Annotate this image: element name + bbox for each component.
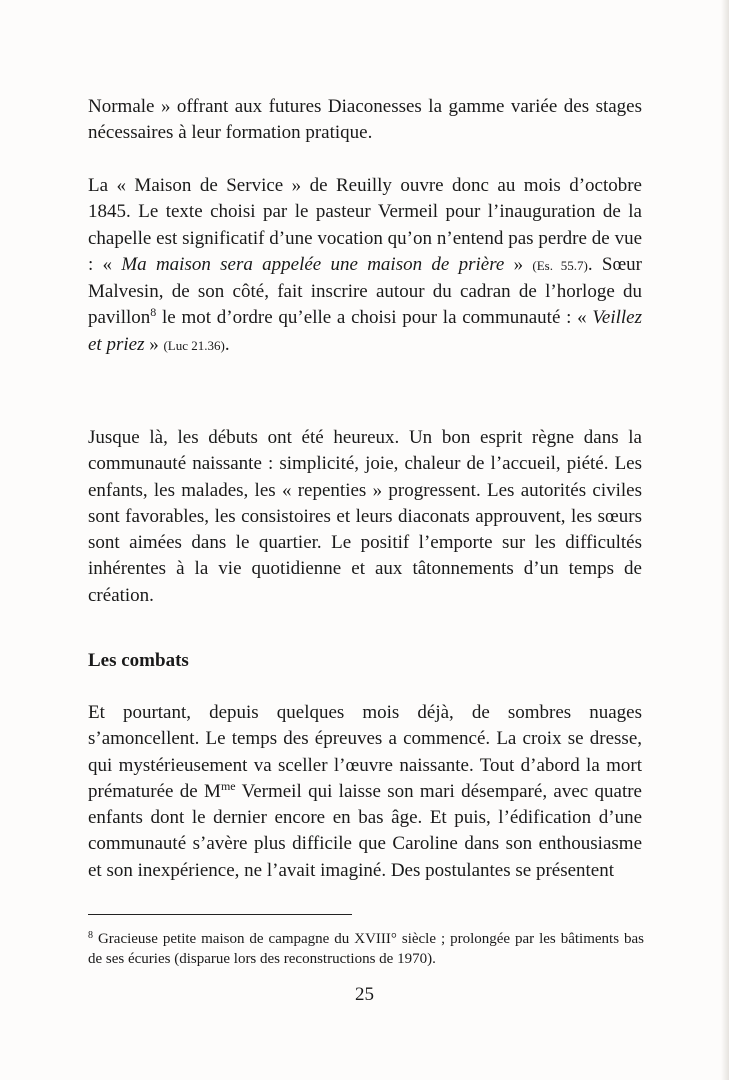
p2-text-5: » [144,333,164,355]
p2-reference-2: (Luc 21.36) [163,337,225,353]
paragraph-4-text [88,700,642,884]
footnote-number: 8 [88,930,93,941]
p2-text-2: » [504,253,533,275]
paragraph-2-text [88,173,642,359]
p2-quote-2: Veillez et priez [88,307,642,355]
p2-text-1: La « Maison de Service » de Reuilly ouvre donc au mois d’octobre 1845. Le texte choisi par le pasteur Vermeil pour l’inauguration de la chapelle est significatif d’une vocation qu’on n’entend pas perdre de vue : « [88,175,642,275]
paragraph-1 [88,94,642,147]
p4-text-1: Et pourtant, depuis quelques mois déjà, de sombres nuages s’amoncellent. Le temps des épreuves a commencé. La croix se dresse, qui mystérieusement va sceller l’œuvre naissante. Tout d’abord la mort prématurée de M [88,702,642,802]
footnote-text: Gracieuse petite maison de campagne du XVIII° siècle ; prolongée par les bâtiments bas de ses écuries (disparue lors des reconstructions de 1970). [88,931,644,967]
p2-text-4: le mot d’ordre qu’elle a choisi pour la communauté : « [156,307,593,329]
paragraph-3 [88,425,642,609]
footnote [88,926,644,969]
p4-superscript: me [220,778,236,793]
p2-text-3: . Sœur Malvesin, de son côté, fait inscrire autour du cadran de l’horloge du pavillon [88,253,642,329]
footnote-marker: 8 [150,305,157,320]
p2-reference-1: (Es. 55.7) [532,257,588,273]
paragraph-2 [88,173,642,359]
paragraph-4 [88,700,642,884]
footnote-separator [88,914,352,915]
section-heading: Les combats [88,650,189,671]
p2-quote-1: Ma maison sera appelée une maison de prière [121,253,505,275]
page-edge-shadow [721,0,729,1080]
page-number: 25 [355,984,374,1005]
p2-text-6: . [224,333,230,355]
paragraph-1-text: Normale » offrant aux futures Diaconesses la gamme variée des stages nécessaires à leur formation pratique. [88,96,642,144]
p4-text-2: Vermeil qui laisse son mari désemparé, avec quatre enfants dont le dernier encore en bas âge. Et puis, l’édification d’une communauté s’avère plus difficile que Caroline dans son enthousiasme et son inexpérience, ne l’avait imaginé. Des postulantes se présentent [88,780,642,881]
paragraph-3-text: Jusque là, les débuts ont été heureux. Un bon esprit règne dans la communauté naissante : simplicité, joie, chaleur de l’accueil, piété. Les enfants, les malades, les « repenties » progressent. Les autorités civiles sont favorables, les consistoires et leurs diaconats approuvent, les sœurs sont aimées dans le quartier. Le positif l’emporte sur les difficultés inhérentes à la vie quotidienne et aux tâtonnements d’un temps de création. [88,427,642,606]
